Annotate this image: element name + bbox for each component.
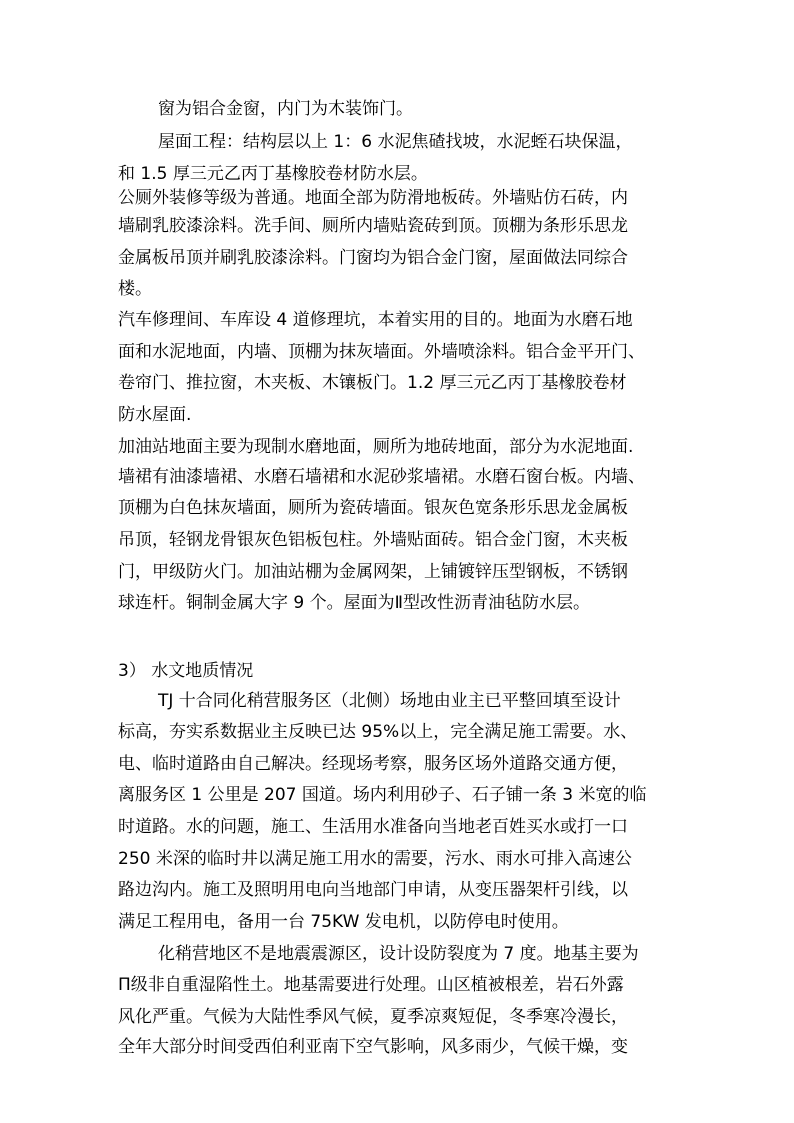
text-line: 电、临时道路由自己解决。经现场考察，服务区场外道路交通方便， — [118, 754, 628, 774]
text-line: 墙裙有油漆墙裙、水磨石墙裙和水泥砂浆墙裙。水磨石窗台板。内墙、 — [118, 467, 645, 487]
section-heading: 3） 水文地质情况 — [118, 661, 254, 681]
text-line: 顶棚为白色抹灰墙面，厕所为瓷砖墙面。银灰色宽条形乐思龙金属板 — [118, 498, 628, 518]
text-line: Π级非自重湿陷性土。地基需要进行处理。山区植被根差，岩石外露 — [118, 975, 624, 995]
text-line: TJ 十合同化稍营服务区（北侧）场地由业主已平整回填至设计 — [158, 691, 621, 711]
text-line: 化稍营地区不是地震震源区，设计设防裂度为 7 度。地基主要为 — [158, 944, 639, 964]
text-line: 吊顶，轻钢龙骨银灰色铝板包柱。外墙贴面砖。铝合金门窗，木夹板 — [118, 530, 628, 550]
text-line: 球连杆。铜制金属大字 9 个。屋面为Ⅱ型改性沥青油毡防水层。 — [118, 593, 590, 613]
text-line: 墙刷乳胶漆涂料。洗手间、厕所内墙贴瓷砖到顶。顶棚为条形乐思龙 — [118, 216, 628, 236]
text-line: 标高，夯实系数据业主反映已达 95%以上，完全满足施工需要。水、 — [118, 722, 638, 742]
text-line: 金属板吊顶并刷乳胶漆涂料。门窗均为铝合金门窗，屋面做法同综合 — [118, 248, 628, 268]
text-line: 公厕外装修等级为普通。地面全部为防滑地板砖。外墙贴仿石砖，内 — [118, 188, 628, 208]
text-line: 楼。 — [118, 279, 152, 299]
text-line: 离服务区 1 公里是 207 国道。场内利用砂子、石子铺一条 3 米宽的临 — [118, 785, 647, 805]
text-line: 路边沟内。施工及照明用电向当地部门申请，从变压器架杆引线，以 — [118, 880, 628, 900]
text-line: 时道路。水的问题，施工、生活用水准备向当地老百姓买水或打一口 — [118, 817, 628, 837]
text-line: 汽车修理间、车库设 4 道修理坑，本着实用的目的。地面为水磨石地 — [118, 310, 633, 330]
text-line: 和 1.5 厚三元乙丙丁基橡胶卷材防水层。 — [118, 164, 428, 184]
text-line: 卷帘门、推拉窗，木夹板、木镶板门。1.2 厚三元乙丙丁基橡胶卷材 — [118, 373, 627, 393]
text-line: 防水屋面. — [118, 405, 192, 425]
text-line: 门，甲级防火门。加油站棚为金属网架，上铺镀锌压型钢板，不锈钢 — [118, 562, 628, 582]
text-line: 面和水泥地面，内墙、顶棚为抹灰墙面。外墙喷涂料。铝合金平开门、 — [118, 342, 645, 362]
text-line: 屋面工程：结构层以上 1：6 水泥焦碴找坡，水泥蛭石块保温， — [158, 132, 633, 152]
text-line: 加油站地面主要为现制水磨地面，厕所为地砖地面，部分为水泥地面. — [118, 437, 634, 457]
text-line: 风化严重。气候为大陆性季风气候，夏季凉爽短促，冬季寒冷漫长， — [118, 1007, 628, 1027]
text-line: 250 米深的临时井以满足施工用水的需要，污水、雨水可排入高速公 — [118, 849, 632, 869]
text-line: 满足工程用电，备用一台 75KW 发电机，以防停电时使用。 — [118, 912, 569, 932]
text-line: 窗为铝合金窗，内门为木装饰门。 — [158, 99, 413, 119]
text-line: 全年大部分时间受西伯利亚南下空气影响，风多雨少，气候干燥，变 — [118, 1037, 628, 1057]
